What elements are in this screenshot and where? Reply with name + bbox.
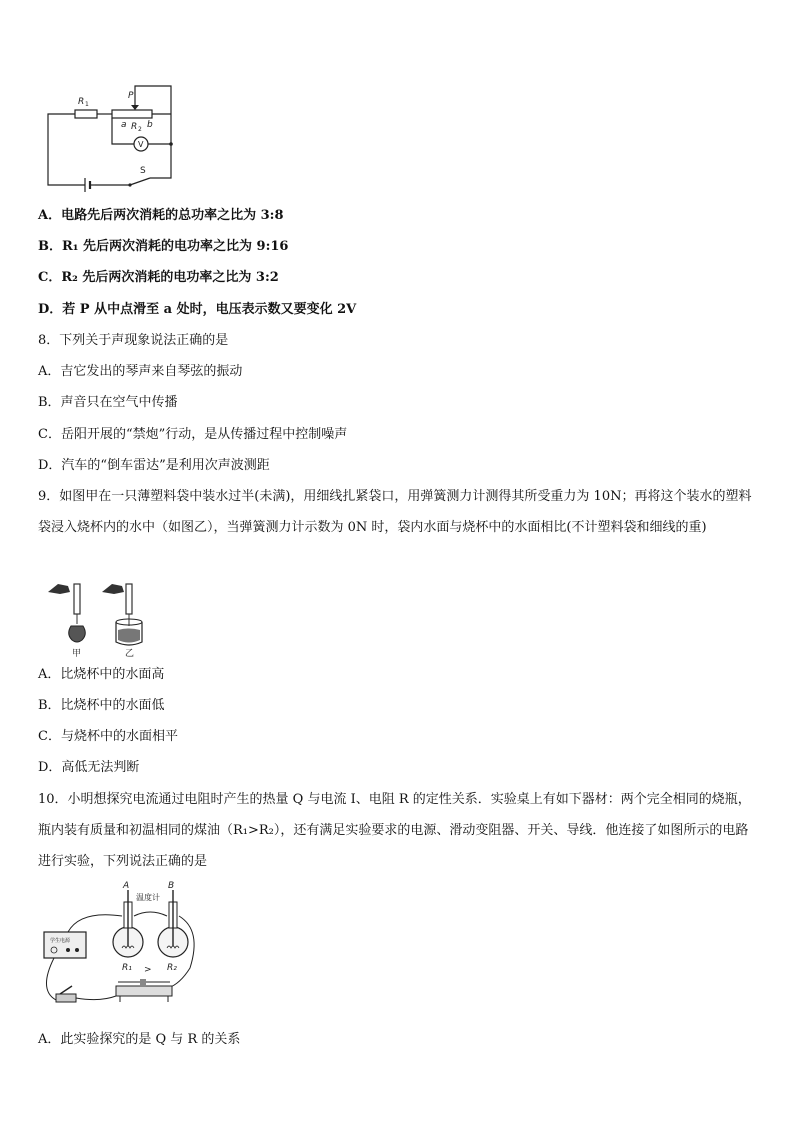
q8-option-a: A．吉它发出的琴声来自琴弦的振动 [38, 364, 243, 379]
q8-option-b: B．声音只在空气中传播 [38, 395, 178, 410]
q7-option-b: B．R₁ 先后两次消耗的电功率之比为 9:16 [38, 239, 289, 254]
q7-option-a: A．电路先后两次消耗的总功率之比为 3:8 [38, 208, 284, 223]
svg-text:乙: 乙 [125, 649, 135, 659]
svg-text:B: B [168, 881, 175, 891]
circuit-diagram [40, 82, 190, 192]
heating-experiment-figure [40, 880, 210, 1020]
q9-option-d: D．高低无法判断 [38, 760, 140, 775]
q9-option-c: C．与烧杯中的水面相平 [38, 729, 178, 744]
svg-text:R: R [131, 122, 138, 132]
q8-stem: 8．下列关于声现象说法正确的是 [38, 333, 229, 348]
r2-resistor [112, 110, 152, 118]
svg-text:甲: 甲 [72, 649, 82, 659]
q10-stem: 10．小明想探究电流通过电阻时产生的热量 Q 与电流 I、电阻 R 的定性关系．实验桌上有如下器材：两个完全相同的烧瓶，瓶内装有质量和初温相同的煤油（R₁>R₂），还有满足实验要求的电源、滑动变阻器、开关、导线．他连接了如图所示的电路进行实验，下列说法正确的是 [38, 792, 751, 869]
svg-text:1: 1 [85, 101, 89, 108]
svg-text:2: 2 [138, 126, 142, 133]
svg-text:A: A [123, 881, 130, 891]
r1-resistor [75, 110, 97, 118]
svg-text:V: V [138, 140, 144, 149]
svg-text:P: P [128, 91, 134, 101]
q8-option-d: D．汽车的“倒车雷达”是利用次声波测距 [38, 458, 270, 473]
q10-option-a: A．此实验探究的是 Q 与 R 的关系 [38, 1032, 241, 1047]
svg-text:温度计: 温度计 [136, 893, 160, 902]
svg-text:R₁: R₁ [122, 963, 132, 973]
q7-option-d: D．若 P 从中点滑至 a 处时，电压表示数又要变化 2V [38, 302, 357, 317]
spring-scale-figure [44, 578, 164, 660]
svg-text:S: S [140, 166, 146, 176]
svg-text:R₂: R₂ [167, 963, 177, 973]
q8-option-c: C．岳阳开展的“禁炮”行动，是从传播过程中控制噪声 [38, 427, 348, 442]
svg-text:>: > [144, 965, 152, 975]
q9-stem: 9．如图甲在一只薄塑料袋中装水过半(未满)，用细线扎紧袋口，用弹簧测力计测得其所受重力为 10N；再将这个装水的塑料袋浸入烧杯内的水中（如图乙），当弹簧测力计示数为 0N 时，袋内水面与烧杯中的水面相比(不计塑料袋和细线的重) [38, 489, 752, 535]
q9-option-b: B．比烧杯中的水面低 [38, 698, 165, 713]
svg-text:b: b [147, 120, 153, 130]
svg-text:a: a [121, 120, 127, 130]
svg-text:学生电源: 学生电源 [50, 938, 71, 944]
q7-option-c: C．R₂ 先后两次消耗的电功率之比为 3:2 [38, 270, 279, 285]
svg-text:R: R [78, 97, 85, 107]
q9-option-a: A．比烧杯中的水面高 [38, 667, 165, 682]
